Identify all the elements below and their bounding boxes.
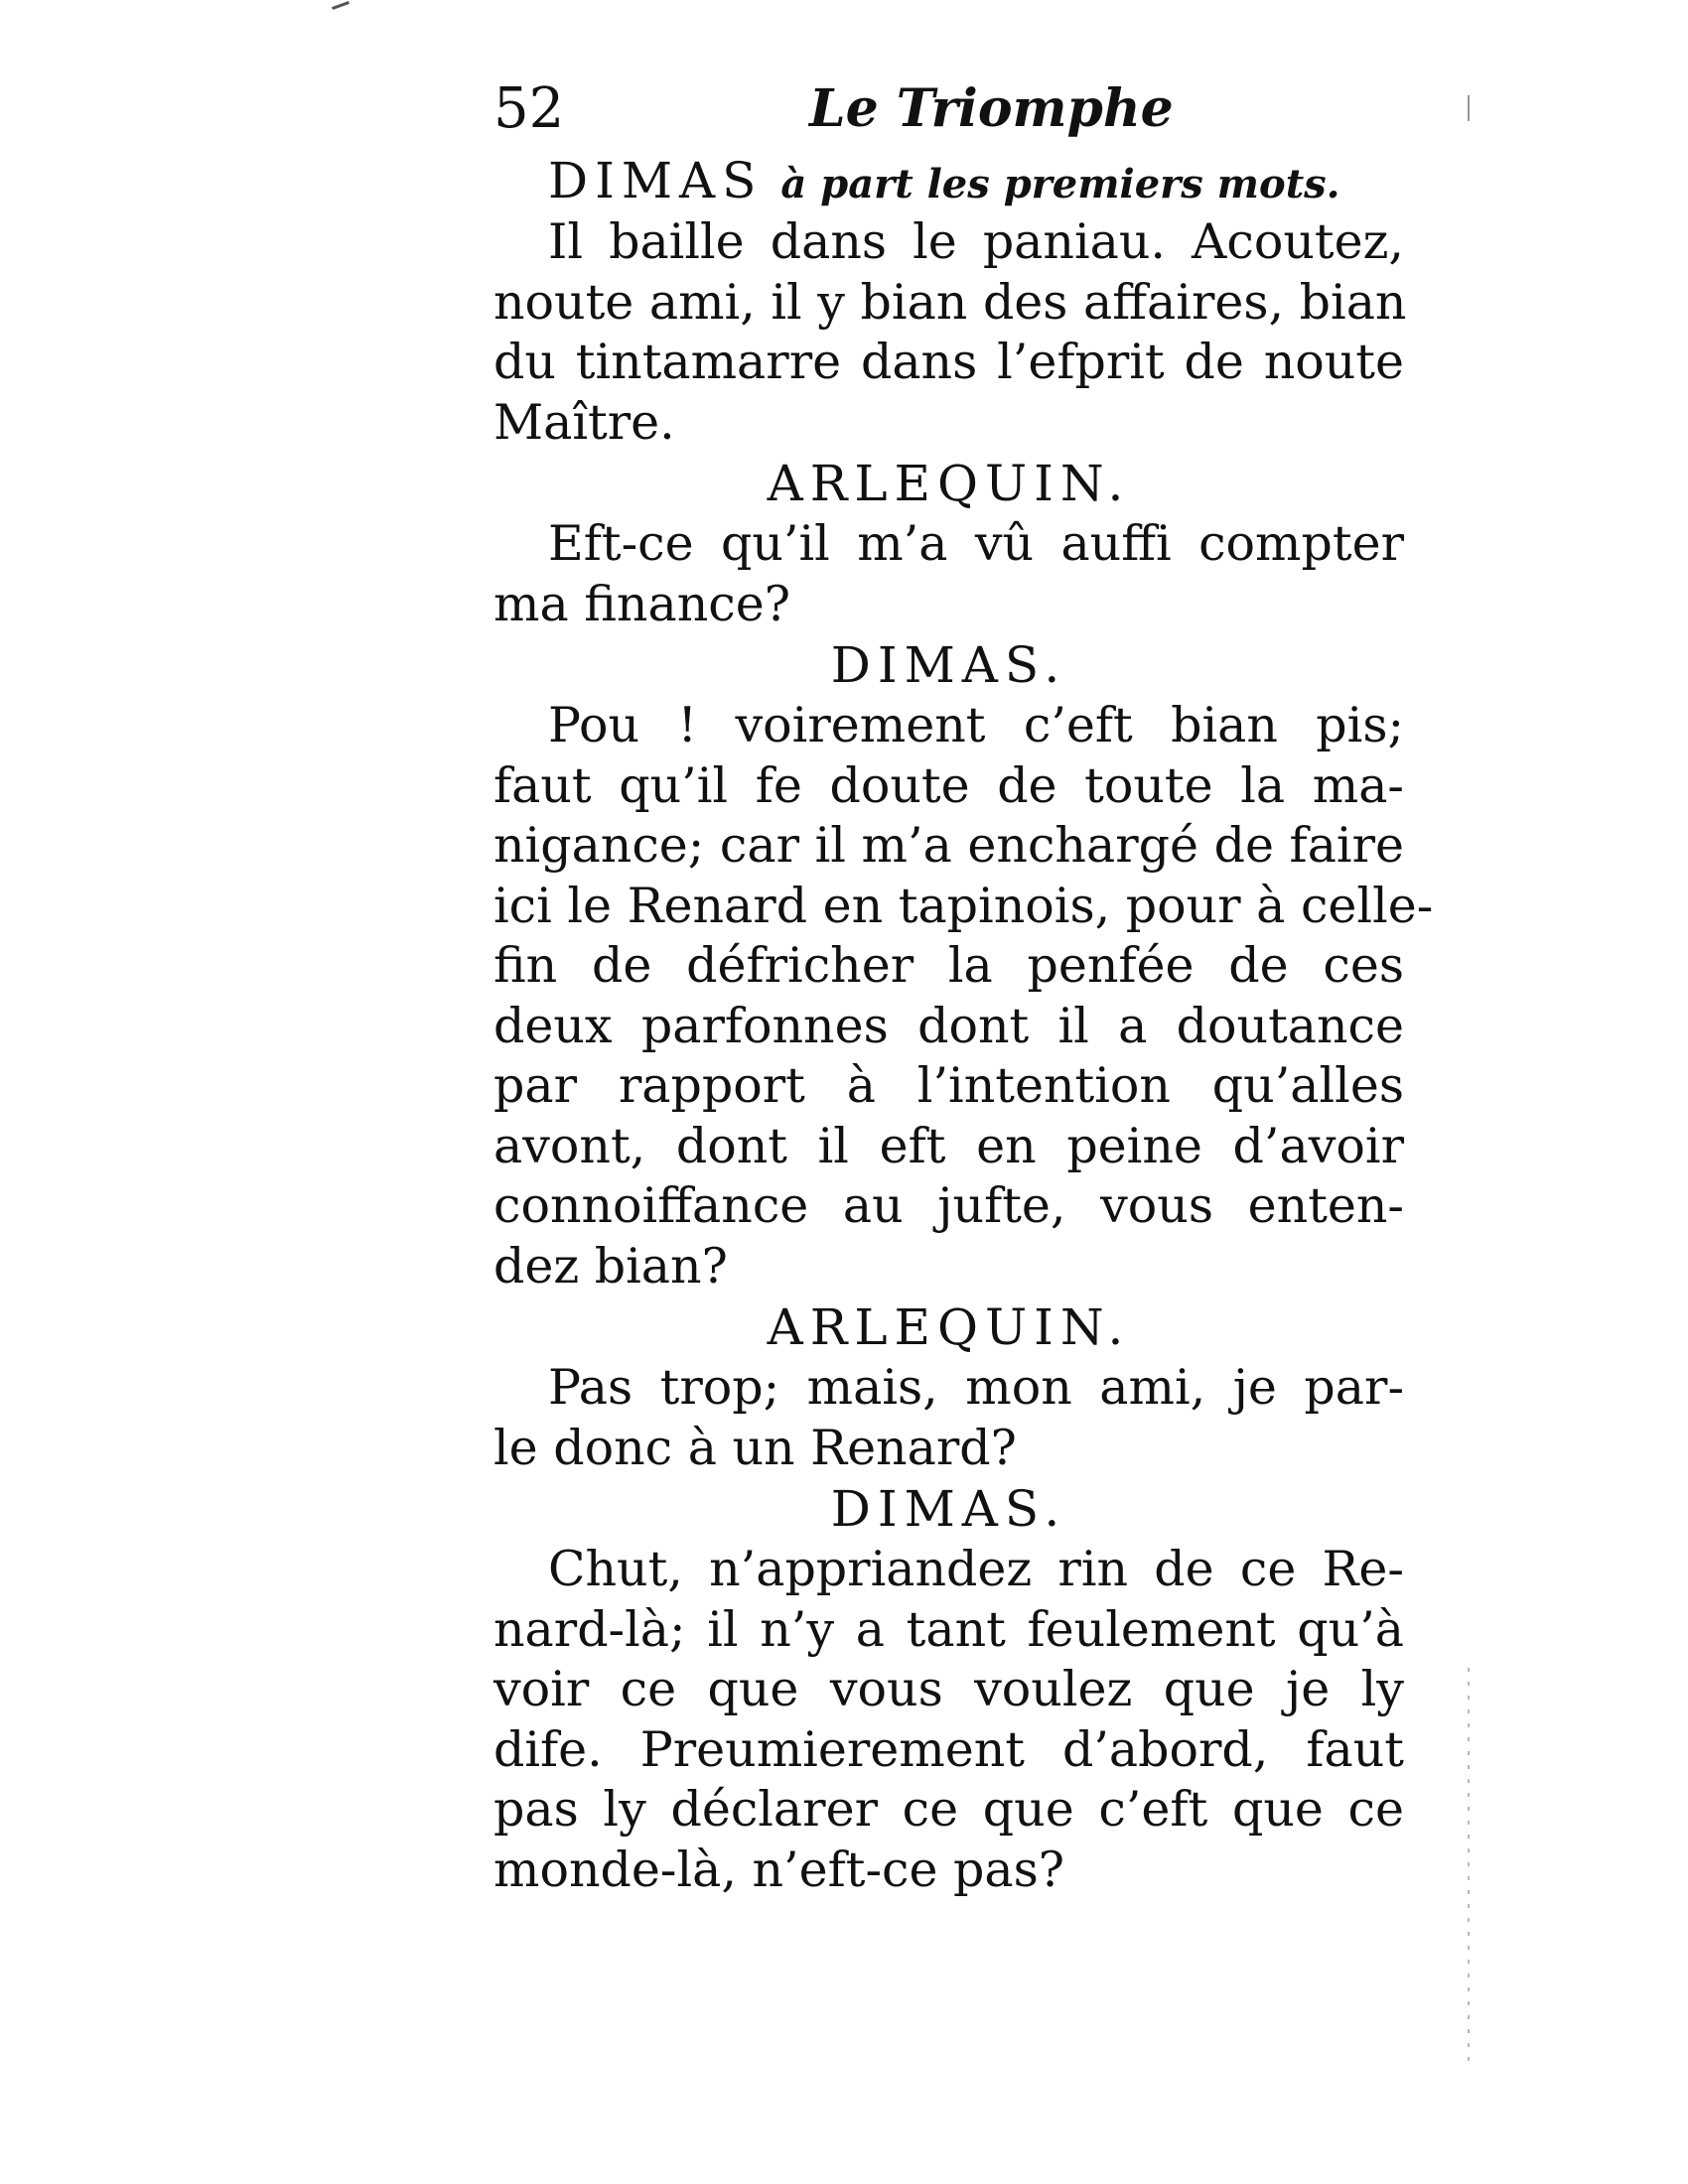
text-line: ici le Renard en tapinois, pour à celle- [493, 877, 1434, 934]
text-line: faut qu’il fe doute de toute la ma- [493, 756, 1404, 814]
text-line: Pou ! voirement c’eft bian pis; [548, 697, 1404, 753]
stage-direction: à part les premiers mots. [780, 161, 1340, 207]
text-line: Eft-ce qu’il m’a vû auffi compter [548, 515, 1404, 572]
speaker-heading: ARLEQUIN. [767, 455, 1131, 512]
text-line: Il baille dans le paniau. Acoutez, [548, 213, 1404, 270]
text-line: le donc à un Renard? [493, 1419, 1017, 1476]
scan-mark [332, 1, 350, 10]
page-number: 52 [493, 76, 565, 141]
text-line: noute ami, il y bian des affaires, bian [493, 273, 1407, 331]
speaker-name: DIMAS [548, 152, 764, 209]
text-line: voir ce que vous voulez que je ly [493, 1661, 1404, 1717]
speaker-heading [548, 149, 1404, 212]
text-line: nigance; car il m’a enchargé de faire [493, 817, 1404, 874]
text-line: Chut, n’appriandez rin de ce Re- [548, 1541, 1404, 1597]
page-edge-dots [1468, 1668, 1470, 2065]
text-line: ma finance? [493, 575, 790, 632]
text-line: du tintamarre dans l’efprit de noute [493, 334, 1404, 390]
page-edge-line [1468, 95, 1470, 121]
text-line: avont, dont il eft en peine d’avoir [493, 1117, 1404, 1174]
text-line: Maître. [493, 393, 675, 451]
text-line: par rapport à l’intention qu’alles [493, 1057, 1404, 1114]
text-line: pas ly déclarer ce que c’eft que ce [493, 1781, 1404, 1838]
speaker-heading: DIMAS. [830, 636, 1067, 694]
text-line: dez bian? [493, 1237, 728, 1295]
speaker-heading: DIMAS. [830, 1480, 1067, 1538]
page-header [493, 69, 1404, 149]
text-line: fin de défricher la penfée de ces [493, 937, 1404, 994]
text-line: nard-là; il n’y a tant feulement qu’à [493, 1600, 1404, 1658]
speaker-heading: ARLEQUIN. [767, 1298, 1131, 1356]
book-page [493, 69, 1434, 1900]
text-line: Pas trop; mais, mon ami, je par- [548, 1359, 1404, 1416]
text-line: monde-là, n’eft-ce pas? [493, 1841, 1065, 1898]
text-line: deux parfonnes dont il a doutance [493, 997, 1404, 1054]
text-line: connoiffance au jufte, vous enten- [493, 1177, 1404, 1234]
text-line: dife. Preumierement d’abord, faut [493, 1720, 1404, 1778]
running-title: Le Triomphe [809, 78, 1174, 139]
